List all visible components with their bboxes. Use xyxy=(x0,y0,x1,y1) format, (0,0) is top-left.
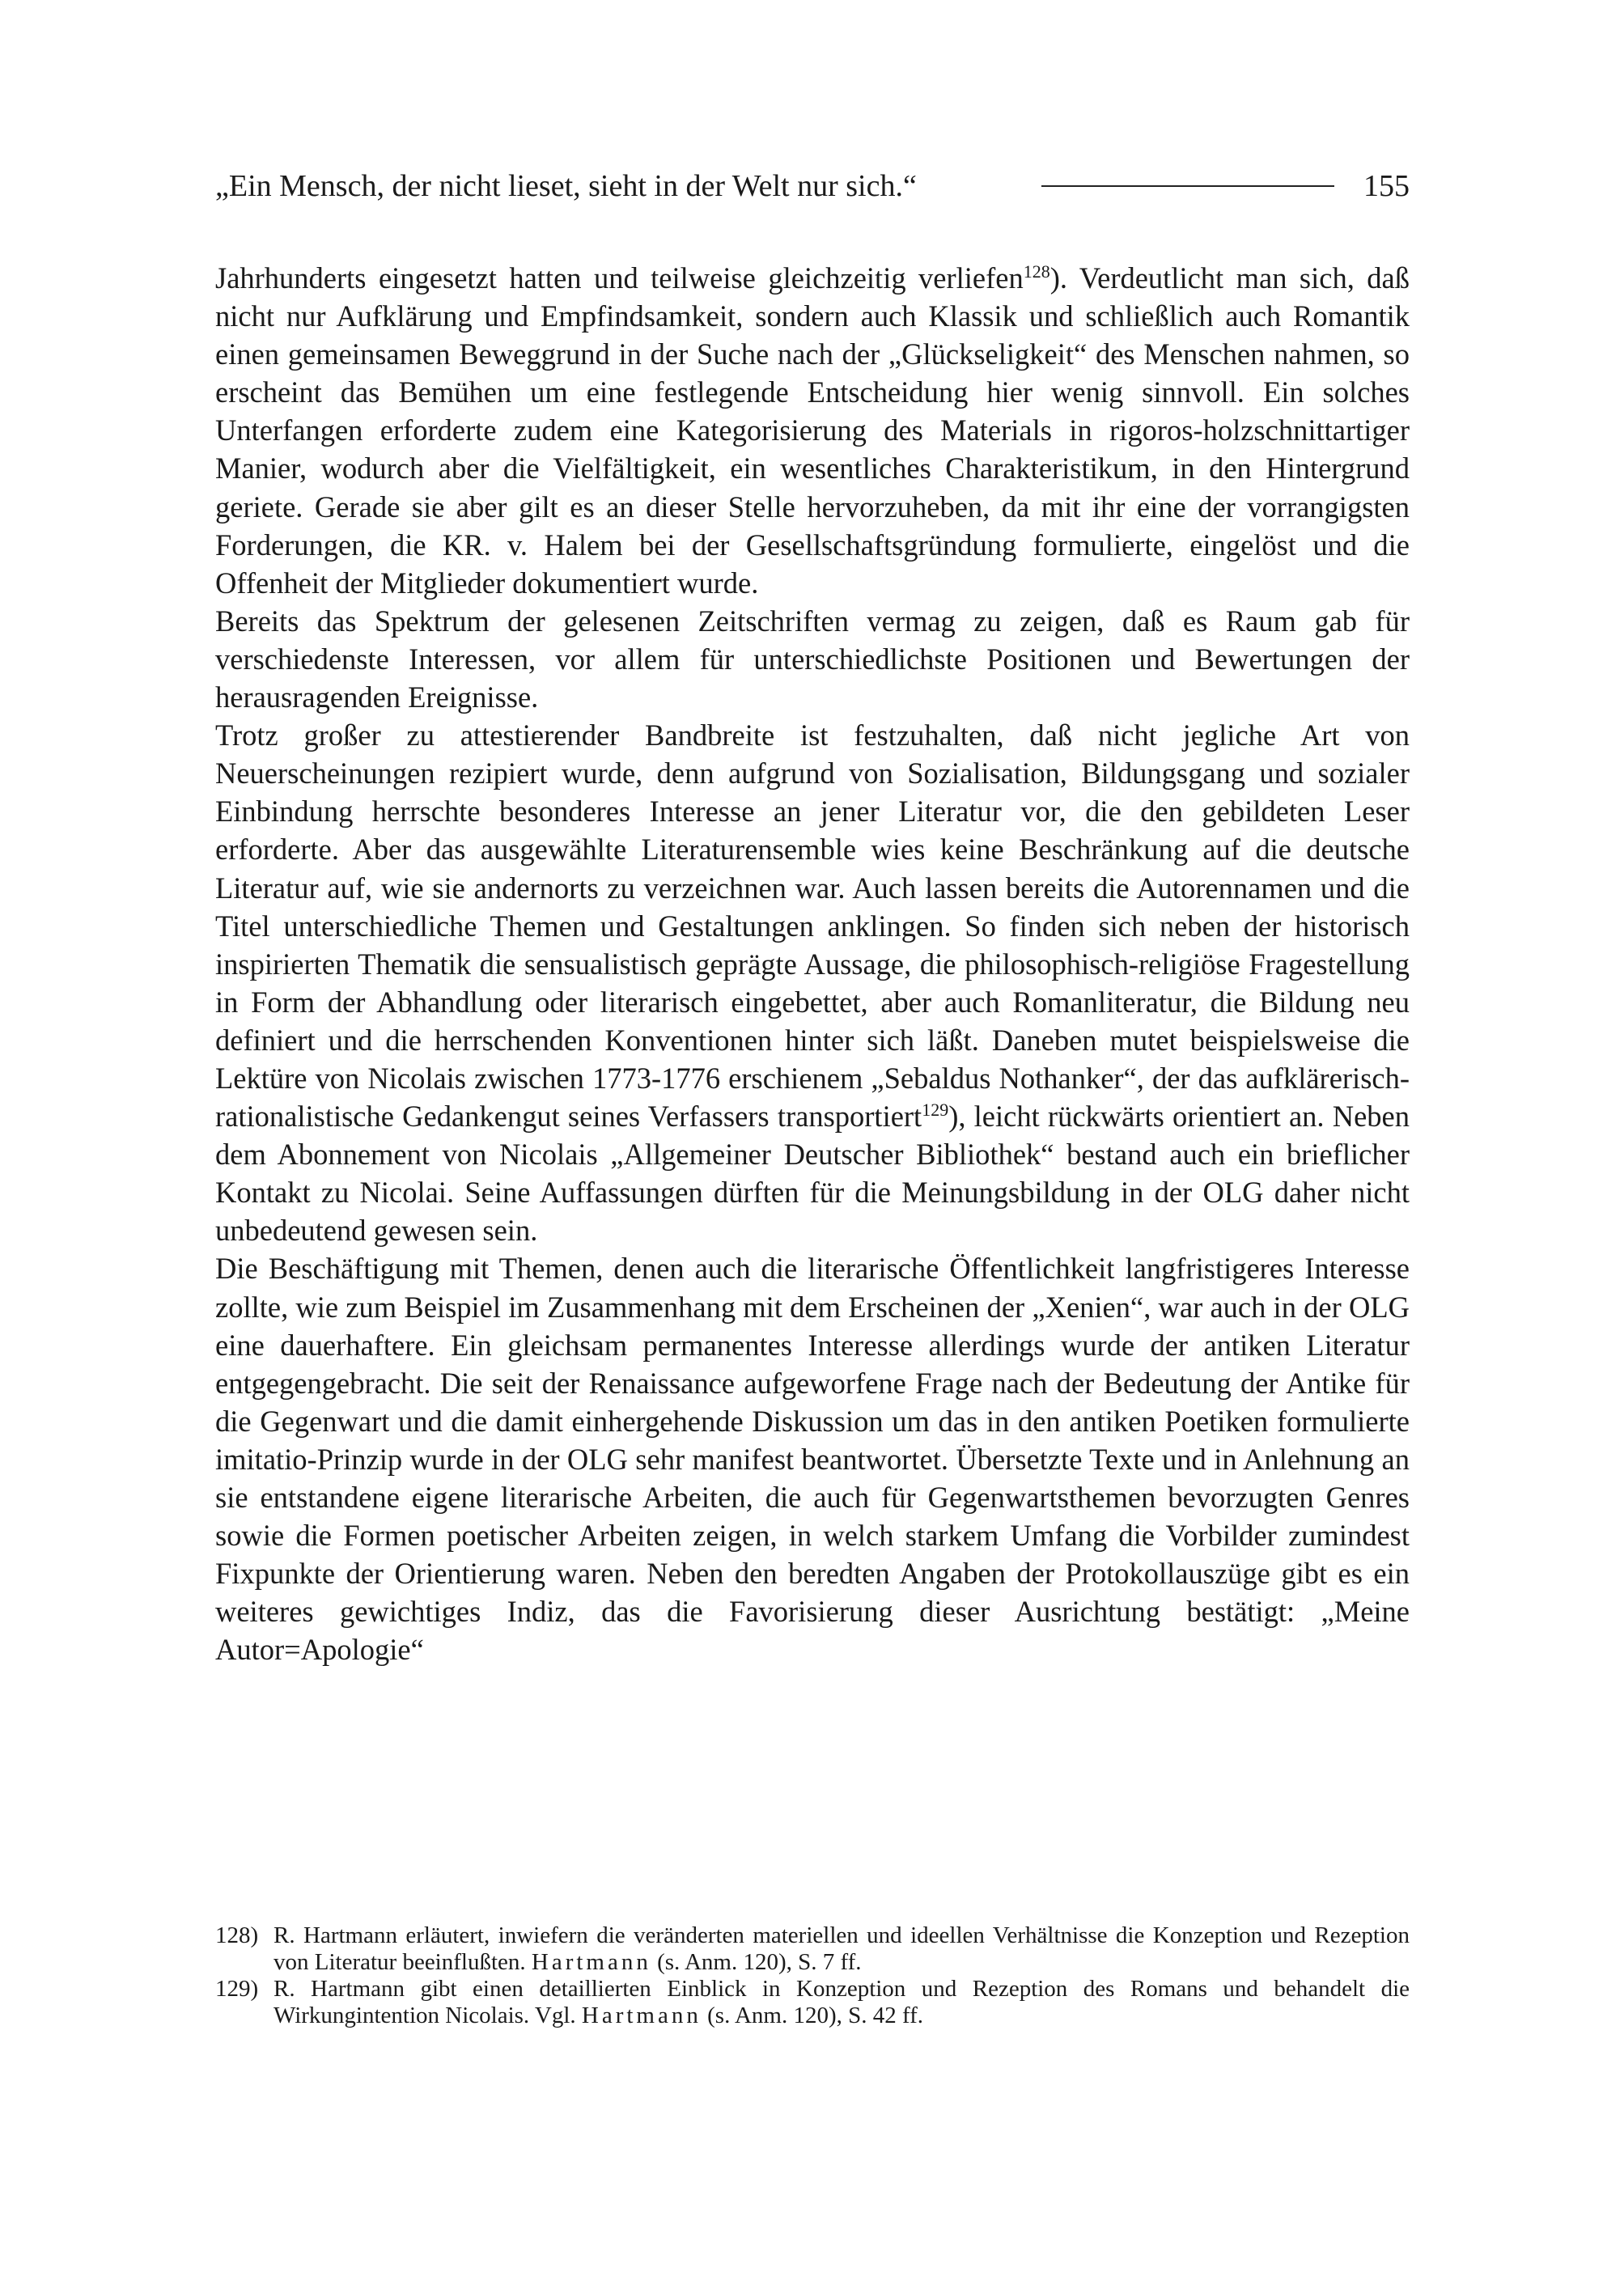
footnote-author: Hartmann xyxy=(581,2003,702,2028)
text-run: Jahrhunderts eingesetzt hatten und teilweise gleichzeitig verliefen xyxy=(215,261,1024,295)
text-run: ). Verdeutlicht man sich, daß nicht nur Aufklärung und Empfindsamkeit, sondern auch Klassik und schließlich auch Romantik einen gemeinsamen Beweggrund in der Suche nach der „Glückseligkeit“ des Menschen nahmen, so erscheint das Bemühen um eine festlegende Entscheidung hier wenig sinnvoll. Ein solches Unterfangen erforderte zudem eine Kategorisierung des Materials in rigoros-holzschnittartiger Manier, wodurch aber die Vielfältigkeit, ein wesentliches Charakteristikum, in den Hintergrund geriete. Gerade sie aber gilt es an dieser Stelle hervorzuheben, da mit ihr eine der vorrangigsten Forderungen, die KR. v. Halem bei der Gesellschaftsgründung formulierte, eingelöst und die Offenheit der Mitglieder dokumentiert wurde. xyxy=(215,261,1410,600)
body-text xyxy=(215,259,1410,1668)
paragraph xyxy=(215,716,1410,1249)
paragraph xyxy=(215,259,1410,602)
paragraph xyxy=(215,602,1410,716)
footnote xyxy=(215,1922,1410,1976)
footnote-text-part: R. Hartmann gibt einen detaillierten Einblick in Konzeption und Rezeption des Romans und behandelt die Wirkungintention Nicolais. Vgl. xyxy=(273,1976,1410,2028)
footnote-number: 128) xyxy=(215,1922,259,1948)
footnote-author: Hartmann xyxy=(531,1949,651,1975)
footnote-text xyxy=(273,1976,1410,2029)
running-head xyxy=(215,162,1410,210)
footnotes xyxy=(215,1922,1410,2029)
footnote-text xyxy=(273,1922,1410,1976)
text-run: Trotz großer zu attestierender Bandbreite ist festzuhalten, daß nicht jegliche Art von Neuerscheinungen rezipiert wurde, denn aufgrund von Sozialisation, Bildungsgang und sozialer Einbindung herrschte besonderes Interesse an jener Literatur vor, die den gebildeten Leser erforderte. Aber das ausgewählte Literaturensemble wies keine Beschränkung auf die deutsche Literatur auf, wie sie andernorts zu verzeichnen war. Auch lassen bereits die Autorennamen und die Titel unterschiedliche Themen und Gestaltungen anklingen. So finden sich neben der historisch inspirierten Thematik die sensualistisch geprägte Aussage, die philosophisch-religiöse Fragestellung in Form der Abhandlung oder literarisch eingebettet, aber auch Romanliteratur, die Bildung neu definiert und die herrschenden Konventionen hinter sich läßt. Daneben mutet beispielsweise die Lektüre von Nicolais zwischen 1773-1776 erschienem „Sebaldus Nothanker“, der das aufklärerisch-rationalistische Gedankengut seines Verfassers transportiert xyxy=(215,718,1410,1134)
footnote-ref: 128 xyxy=(1023,261,1050,282)
footnote-text-part: (s. Anm. 120), S. 7 ff. xyxy=(651,1949,862,1975)
footnote-text-part: R. Hartmann erläutert, inwiefern die veränderten materiellen und ideellen Verhältnisse die Konzeption und Rezeption von Literatur beeinflußten. xyxy=(273,1922,1410,1975)
footnote xyxy=(215,1976,1410,2029)
footnote-ref: 129 xyxy=(922,1099,949,1120)
text-run: ), leicht rückwärts orientiert an. Neben dem Abonnement von Nicolais „Allgemeiner Deutscher Bibliothek“ bestand auch ein brieflicher Kontakt zu Nicolai. Seine Auffassungen dürften für die Meinungsbildung in der OLG daher nicht unbedeutend gewesen sein. xyxy=(215,1100,1410,1248)
footnote-text-part: (s. Anm. 120), S. 42 ff. xyxy=(701,2003,924,2028)
text-run: Bereits das Spektrum der gelesenen Zeitschriften vermag zu zeigen, daß es Raum gab für verschiedenste Interessen, vor allem für unterschiedlichste Positionen und Bewertungen der herausragenden Ereignisse. xyxy=(215,604,1410,714)
footnote-number: 129) xyxy=(215,1976,259,2002)
text-run: Die Beschäftigung mit Themen, denen auch die literarische Öffentlichkeit langfristigeres Interesse zollte, wie zum Beispiel im Zusammenhang mit dem Erscheinen der „Xenien“, war auch in der OLG eine dauerhaftere. Ein gleichsam permanentes Interesse allerdings wurde der antiken Literatur entgegengebracht. Die seit der Renaissance aufgeworfene Frage nach der Bedeutung der Antike für die Gegenwart und die damit einhergehende Diskussion um das in den antiken Poetiken formulierte imitatio-Prinzip wurde in der OLG sehr manifest beantwortet. Übersetzte Texte und in Anlehnung an sie entstandene eigene literarische Arbeiten, die auch für Gegenwartsthemen bevorzugten Genres sowie die Formen poetischer Arbeiten zeigen, in welch starkem Umfang die Vorbilder zumindest Fixpunkte der Orientierung waren. Neben den beredten Angaben der Protokollauszüge gibt es ein weiteres gewichtiges Indiz, das die Favorisierung dieser Ausrichtung bestätigt: „Meine Autor=Apologie“ xyxy=(215,1252,1410,1667)
page-number: 155 xyxy=(1363,169,1410,203)
running-title: „Ein Mensch, der nicht lieset, sieht in der Welt nur sich.“ xyxy=(215,169,917,203)
paragraph xyxy=(215,1249,1410,1668)
header-rule xyxy=(1041,185,1334,187)
